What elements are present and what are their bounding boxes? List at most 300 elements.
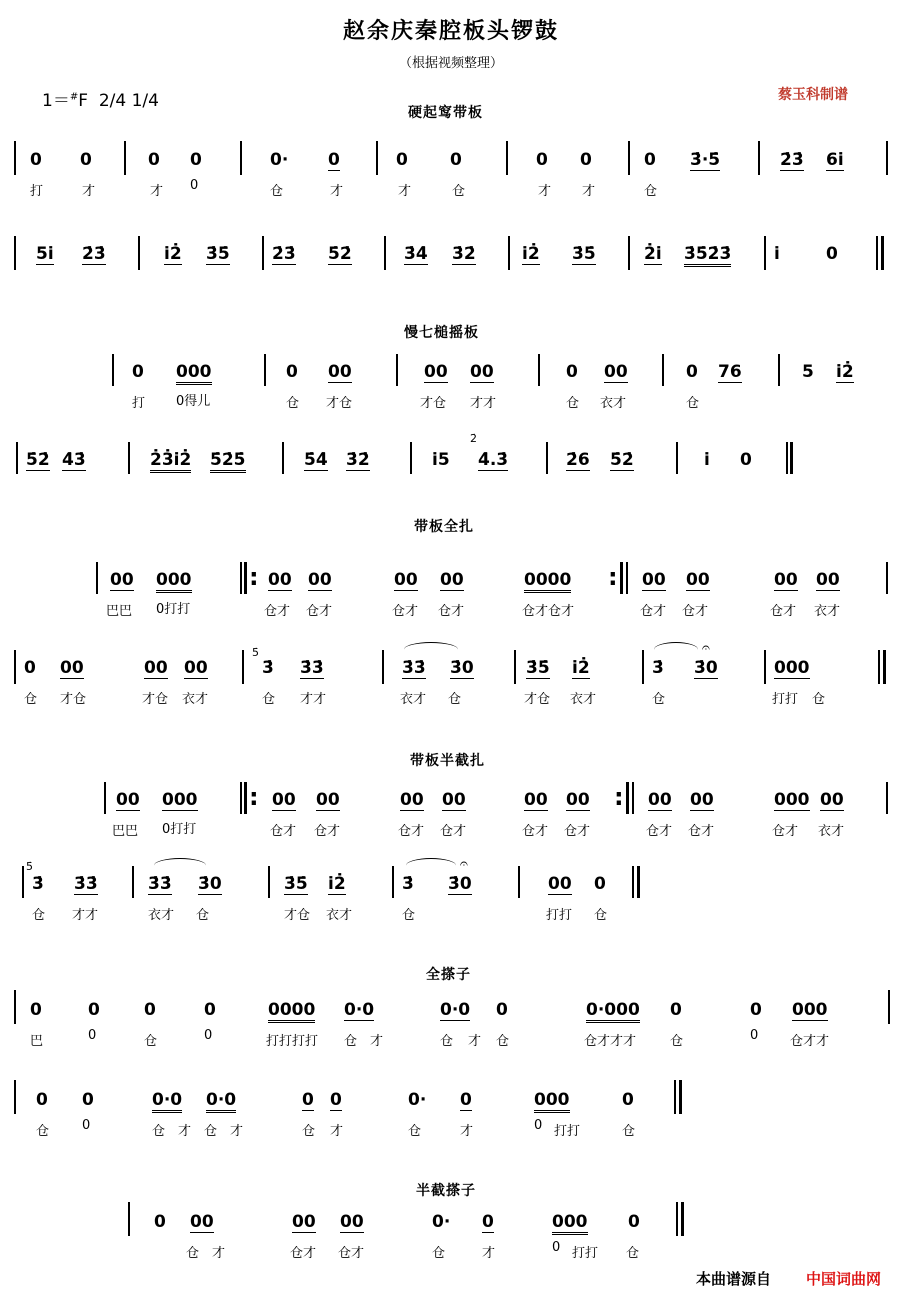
barline — [538, 354, 540, 386]
percussion-syllable: 仓 — [432, 1246, 446, 1261]
percussion-syllable: 才仓 — [284, 908, 311, 923]
percussion-syllable: 才 — [212, 1246, 226, 1261]
note: 0 — [286, 362, 298, 382]
score-subtitle: （根据视频整理） — [398, 56, 503, 71]
percussion-syllable: 仓 — [594, 908, 608, 923]
percussion-syllable: 才仓 — [524, 692, 551, 707]
note: 0 — [482, 1212, 494, 1232]
percussion-syllable: 仓才 — [306, 604, 333, 619]
note: 0 — [154, 1212, 166, 1232]
note: 00 — [648, 790, 672, 810]
source-site-link[interactable]: 中国词曲网 — [806, 1270, 882, 1288]
barline — [282, 442, 284, 474]
note: 00 — [442, 790, 466, 810]
percussion-syllable: 才 — [398, 184, 412, 199]
percussion-syllable: 才 — [468, 1034, 482, 1049]
percussion-syllable: 仓才仓才 — [522, 604, 575, 619]
note: 2̇6 — [566, 450, 590, 470]
note: 4̇.3̇ — [478, 450, 509, 470]
barline — [886, 562, 888, 594]
percussion-syllable: 仓 — [452, 184, 466, 199]
repeat-start — [240, 562, 242, 594]
percussion-syllable: 仓才 — [314, 824, 341, 839]
note: 0 — [450, 150, 462, 170]
repeat-start — [240, 782, 242, 814]
section-title: 带板全扎 — [414, 519, 474, 535]
note: i̇ — [704, 450, 710, 470]
percussion-syllable: 0 — [204, 1028, 213, 1043]
percussion-syllable: 才 — [460, 1124, 474, 1139]
note: 0 — [686, 362, 698, 382]
note: 00 — [424, 362, 448, 382]
final-barline — [676, 1202, 678, 1236]
note: 00 — [566, 790, 590, 810]
note: 0 — [148, 150, 160, 170]
note: 00 — [440, 570, 464, 590]
note: 3̇ — [262, 658, 274, 678]
note: 0·0 — [440, 1000, 471, 1020]
grace-note: 5̇ — [26, 860, 33, 873]
note: 3̇ — [402, 874, 414, 894]
note: i̇2̇ — [572, 658, 590, 678]
note: 0 — [302, 1090, 314, 1110]
barline — [128, 442, 130, 474]
note: 0 — [144, 1000, 156, 1020]
final-barline — [786, 442, 788, 474]
key-signature: 1＝#F 2/4 1/4 — [42, 91, 159, 111]
percussion-syllable: 打打 — [772, 692, 799, 707]
barline — [384, 236, 386, 270]
percussion-syllable: 仓才 — [522, 824, 549, 839]
note: 3̇·5̇ — [690, 150, 721, 170]
note: 3̇5̇2̇3̇ — [684, 244, 731, 267]
note: 5̇2̇ — [26, 450, 50, 470]
note: i̇2̇ — [164, 244, 182, 264]
note: 0 — [580, 150, 592, 170]
note: 0 — [460, 1090, 472, 1110]
note: 00 — [116, 790, 140, 810]
note: 0· — [270, 150, 289, 170]
note: 6i̇ — [826, 150, 844, 170]
barline — [628, 236, 630, 270]
barline — [268, 866, 270, 898]
barline — [14, 650, 16, 684]
fermata-icon: 𝄐 — [702, 640, 710, 656]
repeat-dots: : — [614, 783, 624, 811]
note: 00 — [60, 658, 84, 678]
note: 3̇0 — [450, 658, 474, 678]
note: 0 — [622, 1090, 634, 1110]
percussion-syllable: 仓 — [24, 692, 38, 707]
note: i̇2̇ — [522, 244, 540, 264]
barline — [518, 866, 520, 898]
percussion-syllable: 仓才 — [440, 824, 467, 839]
note: 0·000 — [586, 1000, 640, 1023]
barline — [262, 236, 264, 270]
note: 000 — [552, 1212, 588, 1235]
note: 3̇ — [32, 874, 44, 894]
barline — [124, 141, 126, 175]
percussion-syllable: 0打打 — [162, 822, 197, 837]
percussion-syllable: 仓 — [496, 1034, 510, 1049]
percussion-syllable: 巴巴 — [106, 604, 133, 619]
note: 0·0 — [152, 1090, 182, 1113]
barline — [662, 354, 664, 386]
percussion-syllable: 才 — [482, 1246, 496, 1261]
barline — [396, 354, 398, 386]
note: 000 — [792, 1000, 828, 1020]
percussion-syllable: 才才 — [470, 396, 497, 411]
final-barline — [878, 650, 880, 684]
percussion-syllable: 0得儿 — [176, 394, 211, 409]
percussion-syllable: 仓 — [566, 396, 580, 411]
note: 00 — [340, 1212, 364, 1232]
note: 0 — [328, 150, 340, 170]
note: 0· — [432, 1212, 451, 1232]
percussion-syllable: 打打 — [572, 1246, 599, 1261]
percussion-syllable: 仓 — [622, 1124, 636, 1139]
note: 00 — [190, 1212, 214, 1232]
percussion-syllable: 仓才 — [270, 824, 297, 839]
note: 00 — [328, 362, 352, 382]
note: 00 — [144, 658, 168, 678]
transcriber-credit: 蔡玉科制谱 — [778, 87, 848, 103]
percussion-syllable: 衣才 — [570, 692, 597, 707]
barline — [264, 354, 266, 386]
note: 0 — [594, 874, 606, 894]
percussion-syllable: 才仓 — [420, 396, 447, 411]
barline — [886, 782, 888, 814]
barline — [886, 141, 888, 175]
note: 00 — [292, 1212, 316, 1232]
fermata-icon: 𝄐 — [460, 856, 468, 872]
grace-note: 5̇ — [252, 646, 259, 659]
note: 0000 — [268, 1000, 315, 1023]
percussion-syllable: 仓才才才 — [584, 1034, 637, 1049]
percussion-syllable: 仓 — [440, 1034, 454, 1049]
note: 0 — [36, 1090, 48, 1110]
note: 000 — [156, 570, 192, 593]
note: 5̇4̇ — [304, 450, 328, 470]
repeat-start — [244, 782, 247, 814]
grace-note: 2̇ — [470, 432, 477, 445]
percussion-syllable: 才才 — [300, 692, 327, 707]
final-barline — [679, 1080, 682, 1114]
note: 00 — [268, 570, 292, 590]
repeat-dots: : — [608, 563, 618, 591]
percussion-syllable: 仓 — [186, 1246, 200, 1261]
note: 000 — [534, 1090, 570, 1113]
percussion-syllable: 仓 — [196, 908, 210, 923]
note: 0·0 — [344, 1000, 375, 1020]
note: 5i̇ — [36, 244, 54, 264]
note: 0 — [132, 362, 144, 382]
percussion-syllable: 衣才 — [182, 692, 209, 707]
percussion-syllable: 才仓 — [142, 692, 169, 707]
note: 000 — [774, 658, 810, 678]
note: 3̇2̇ — [346, 450, 370, 470]
note: 00 — [524, 790, 548, 810]
percussion-syllable: 巴 — [30, 1034, 44, 1049]
final-barline — [681, 1202, 684, 1236]
barline — [16, 442, 18, 474]
note: 00 — [604, 362, 628, 382]
barline — [96, 562, 98, 594]
repeat-dots: : — [249, 783, 259, 811]
barline — [22, 866, 24, 898]
note: 2̇i̇ — [644, 244, 662, 264]
final-barline — [674, 1080, 676, 1114]
note: 0 — [88, 1000, 100, 1020]
percussion-syllable: 巴巴 — [112, 824, 139, 839]
barline — [642, 650, 644, 684]
percussion-syllable: 才 — [330, 1124, 344, 1139]
section-title: 慢七槌摇板 — [404, 325, 479, 341]
note: 00 — [816, 570, 840, 590]
note: 0 — [536, 150, 548, 170]
note: 00 — [110, 570, 134, 590]
note: 0 — [204, 1000, 216, 1020]
percussion-syllable: 仓 — [652, 692, 666, 707]
note: 00 — [774, 570, 798, 590]
percussion-syllable: 0 — [750, 1028, 759, 1043]
barline — [764, 236, 766, 270]
note: 00 — [400, 790, 424, 810]
barline — [508, 236, 510, 270]
note: 5̇2̇ — [610, 450, 634, 470]
percussion-syllable: 仓 — [344, 1034, 358, 1049]
note: i̇2̇ — [836, 362, 854, 382]
note: 2̇3̇ — [82, 244, 106, 264]
percussion-syllable: 仓才 — [438, 604, 465, 619]
final-barline — [790, 442, 793, 474]
note: 000 — [162, 790, 198, 810]
note: 00 — [272, 790, 296, 810]
barline — [514, 650, 516, 684]
percussion-syllable: 打 — [132, 396, 146, 411]
percussion-syllable: 打打 — [546, 908, 573, 923]
note: 3̇4̇ — [404, 244, 428, 264]
score-title: 赵余庆秦腔板头锣鼓 — [342, 18, 559, 44]
tie-slur — [154, 858, 206, 873]
barline — [410, 442, 412, 474]
note: 3̇2̇ — [452, 244, 476, 264]
percussion-syllable: 才才 — [72, 908, 99, 923]
barline — [546, 442, 548, 474]
percussion-syllable: 0 — [190, 178, 199, 193]
note: 0 — [82, 1090, 94, 1110]
note: 3̇5̇ — [572, 244, 596, 264]
section-title: 硬起窎带板 — [408, 105, 483, 121]
section-title: 带板半截扎 — [410, 753, 485, 769]
percussion-syllable: 才 — [178, 1124, 192, 1139]
barline — [758, 141, 760, 175]
repeat-end — [626, 782, 629, 814]
note: 00 — [394, 570, 418, 590]
percussion-syllable: 才仓 — [60, 692, 87, 707]
percussion-syllable: 仓 — [402, 908, 416, 923]
percussion-syllable: 衣才 — [400, 692, 427, 707]
note: 0 — [330, 1090, 342, 1110]
note: 0 — [628, 1212, 640, 1232]
percussion-syllable: 仓才 — [290, 1246, 317, 1261]
final-barline — [876, 236, 878, 270]
note: 0· — [408, 1090, 427, 1110]
percussion-syllable: 仓才 — [770, 604, 797, 619]
percussion-syllable: 才 — [330, 184, 344, 199]
percussion-syllable: 仓 — [36, 1124, 50, 1139]
note: i̇5 — [432, 450, 450, 470]
barline — [14, 990, 16, 1024]
barline — [128, 1202, 130, 1236]
percussion-syllable: 仓才 — [398, 824, 425, 839]
percussion-syllable: 仓 — [144, 1034, 158, 1049]
note: 3̇0 — [448, 874, 472, 894]
percussion-syllable: 仓才 — [646, 824, 673, 839]
tie-slur — [654, 642, 698, 657]
percussion-syllable: 仓 — [686, 396, 700, 411]
tie-slur — [406, 858, 456, 873]
repeat-dots: : — [249, 563, 259, 591]
percussion-syllable: 才 — [150, 184, 164, 199]
percussion-syllable: 打打打打 — [266, 1034, 319, 1049]
note: 00 — [308, 570, 332, 590]
barline — [14, 141, 16, 175]
note: 0 — [190, 150, 202, 170]
note: 3̇3̇ — [74, 874, 98, 894]
percussion-syllable: 衣才 — [326, 908, 353, 923]
note: 4̇3̇ — [62, 450, 86, 470]
note: 0 — [30, 150, 42, 170]
barline — [506, 141, 508, 175]
note: 3̇3̇ — [300, 658, 324, 678]
repeat-end — [632, 782, 634, 814]
note: 0 — [750, 1000, 762, 1020]
percussion-syllable: 仓 — [262, 692, 276, 707]
note: 0 — [30, 1000, 42, 1020]
note: 2̇3̇ — [272, 244, 296, 264]
tie-slur — [404, 642, 458, 657]
barline — [764, 650, 766, 684]
percussion-syllable: 仓 — [302, 1124, 316, 1139]
percussion-syllable: 衣才 — [600, 396, 627, 411]
percussion-syllable: 仓 — [670, 1034, 684, 1049]
section-title: 半截搽子 — [416, 1183, 476, 1199]
percussion-syllable: 仓 — [204, 1124, 218, 1139]
note: 00 — [820, 790, 844, 810]
note: 2̇3̇i̇2̇ — [150, 450, 191, 473]
source-label: 本曲谱源自 — [696, 1270, 772, 1288]
note: 3̇ — [652, 658, 664, 678]
barline — [376, 141, 378, 175]
note: 0 — [566, 362, 578, 382]
note: i̇2̇ — [328, 874, 346, 894]
percussion-syllable: 才仓 — [326, 396, 353, 411]
percussion-syllable: 才 — [370, 1034, 384, 1049]
note: 3̇3̇ — [402, 658, 426, 678]
percussion-syllable: 打 — [30, 184, 44, 199]
percussion-syllable: 0打打 — [156, 602, 191, 617]
percussion-syllable: 仓 — [626, 1246, 640, 1261]
percussion-syllable: 仓才 — [392, 604, 419, 619]
barline — [778, 354, 780, 386]
note: 0 — [670, 1000, 682, 1020]
barline — [240, 141, 242, 175]
note: 000 — [774, 790, 810, 810]
note: 00 — [642, 570, 666, 590]
repeat-end — [620, 562, 623, 594]
note: 5̇2̇ — [328, 244, 352, 264]
note: 0·0 — [206, 1090, 236, 1113]
final-barline — [632, 866, 634, 898]
barline — [14, 236, 16, 270]
percussion-syllable: 才 — [538, 184, 552, 199]
final-barline — [881, 236, 884, 270]
percussion-syllable: 仓才 — [772, 824, 799, 839]
percussion-syllable: 打打 — [554, 1124, 581, 1139]
percussion-syllable: 0 — [552, 1240, 561, 1255]
percussion-syllable: 才 — [82, 184, 96, 199]
note: 0000 — [524, 570, 571, 593]
barline — [112, 354, 114, 386]
barline — [676, 442, 678, 474]
note: 76 — [718, 362, 742, 382]
barline — [132, 866, 134, 898]
percussion-syllable: 仓才 — [682, 604, 709, 619]
note: i̇ — [774, 244, 780, 264]
percussion-syllable: 仓 — [270, 184, 284, 199]
note: 0 — [496, 1000, 508, 1020]
final-barline — [883, 650, 886, 684]
note: 00 — [548, 874, 572, 894]
percussion-syllable: 衣才 — [814, 604, 841, 619]
note: 0 — [24, 658, 36, 678]
note: 3̇3̇ — [148, 874, 172, 894]
percussion-syllable: 仓 — [812, 692, 826, 707]
note: 00 — [316, 790, 340, 810]
percussion-syllable: 仓 — [286, 396, 300, 411]
barline — [138, 236, 140, 270]
note: 0 — [80, 150, 92, 170]
percussion-syllable: 仓才 — [688, 824, 715, 839]
section-title: 全搽子 — [426, 967, 471, 983]
note: 00 — [470, 362, 494, 382]
note: 5̇2̇5̇ — [210, 450, 246, 473]
note: 00 — [184, 658, 208, 678]
note: 3̇5̇ — [284, 874, 308, 894]
percussion-syllable: 仓才 — [338, 1246, 365, 1261]
percussion-syllable: 0 — [88, 1028, 97, 1043]
percussion-syllable: 才 — [582, 184, 596, 199]
note: 00 — [690, 790, 714, 810]
note: 0 — [396, 150, 408, 170]
percussion-syllable: 仓 — [644, 184, 658, 199]
repeat-end — [626, 562, 628, 594]
barline — [14, 1080, 16, 1114]
percussion-syllable: 仓 — [448, 692, 462, 707]
percussion-syllable: 衣才 — [148, 908, 175, 923]
percussion-syllable: 仓才 — [640, 604, 667, 619]
note: 5 — [802, 362, 814, 382]
percussion-syllable: 仓 — [408, 1124, 422, 1139]
note: 0 — [740, 450, 752, 470]
note: 2̇3̇ — [780, 150, 804, 170]
percussion-syllable: 才 — [230, 1124, 244, 1139]
final-barline — [637, 866, 640, 898]
note: 00 — [686, 570, 710, 590]
percussion-syllable: 0 — [82, 1118, 91, 1133]
percussion-syllable: 仓 — [32, 908, 46, 923]
